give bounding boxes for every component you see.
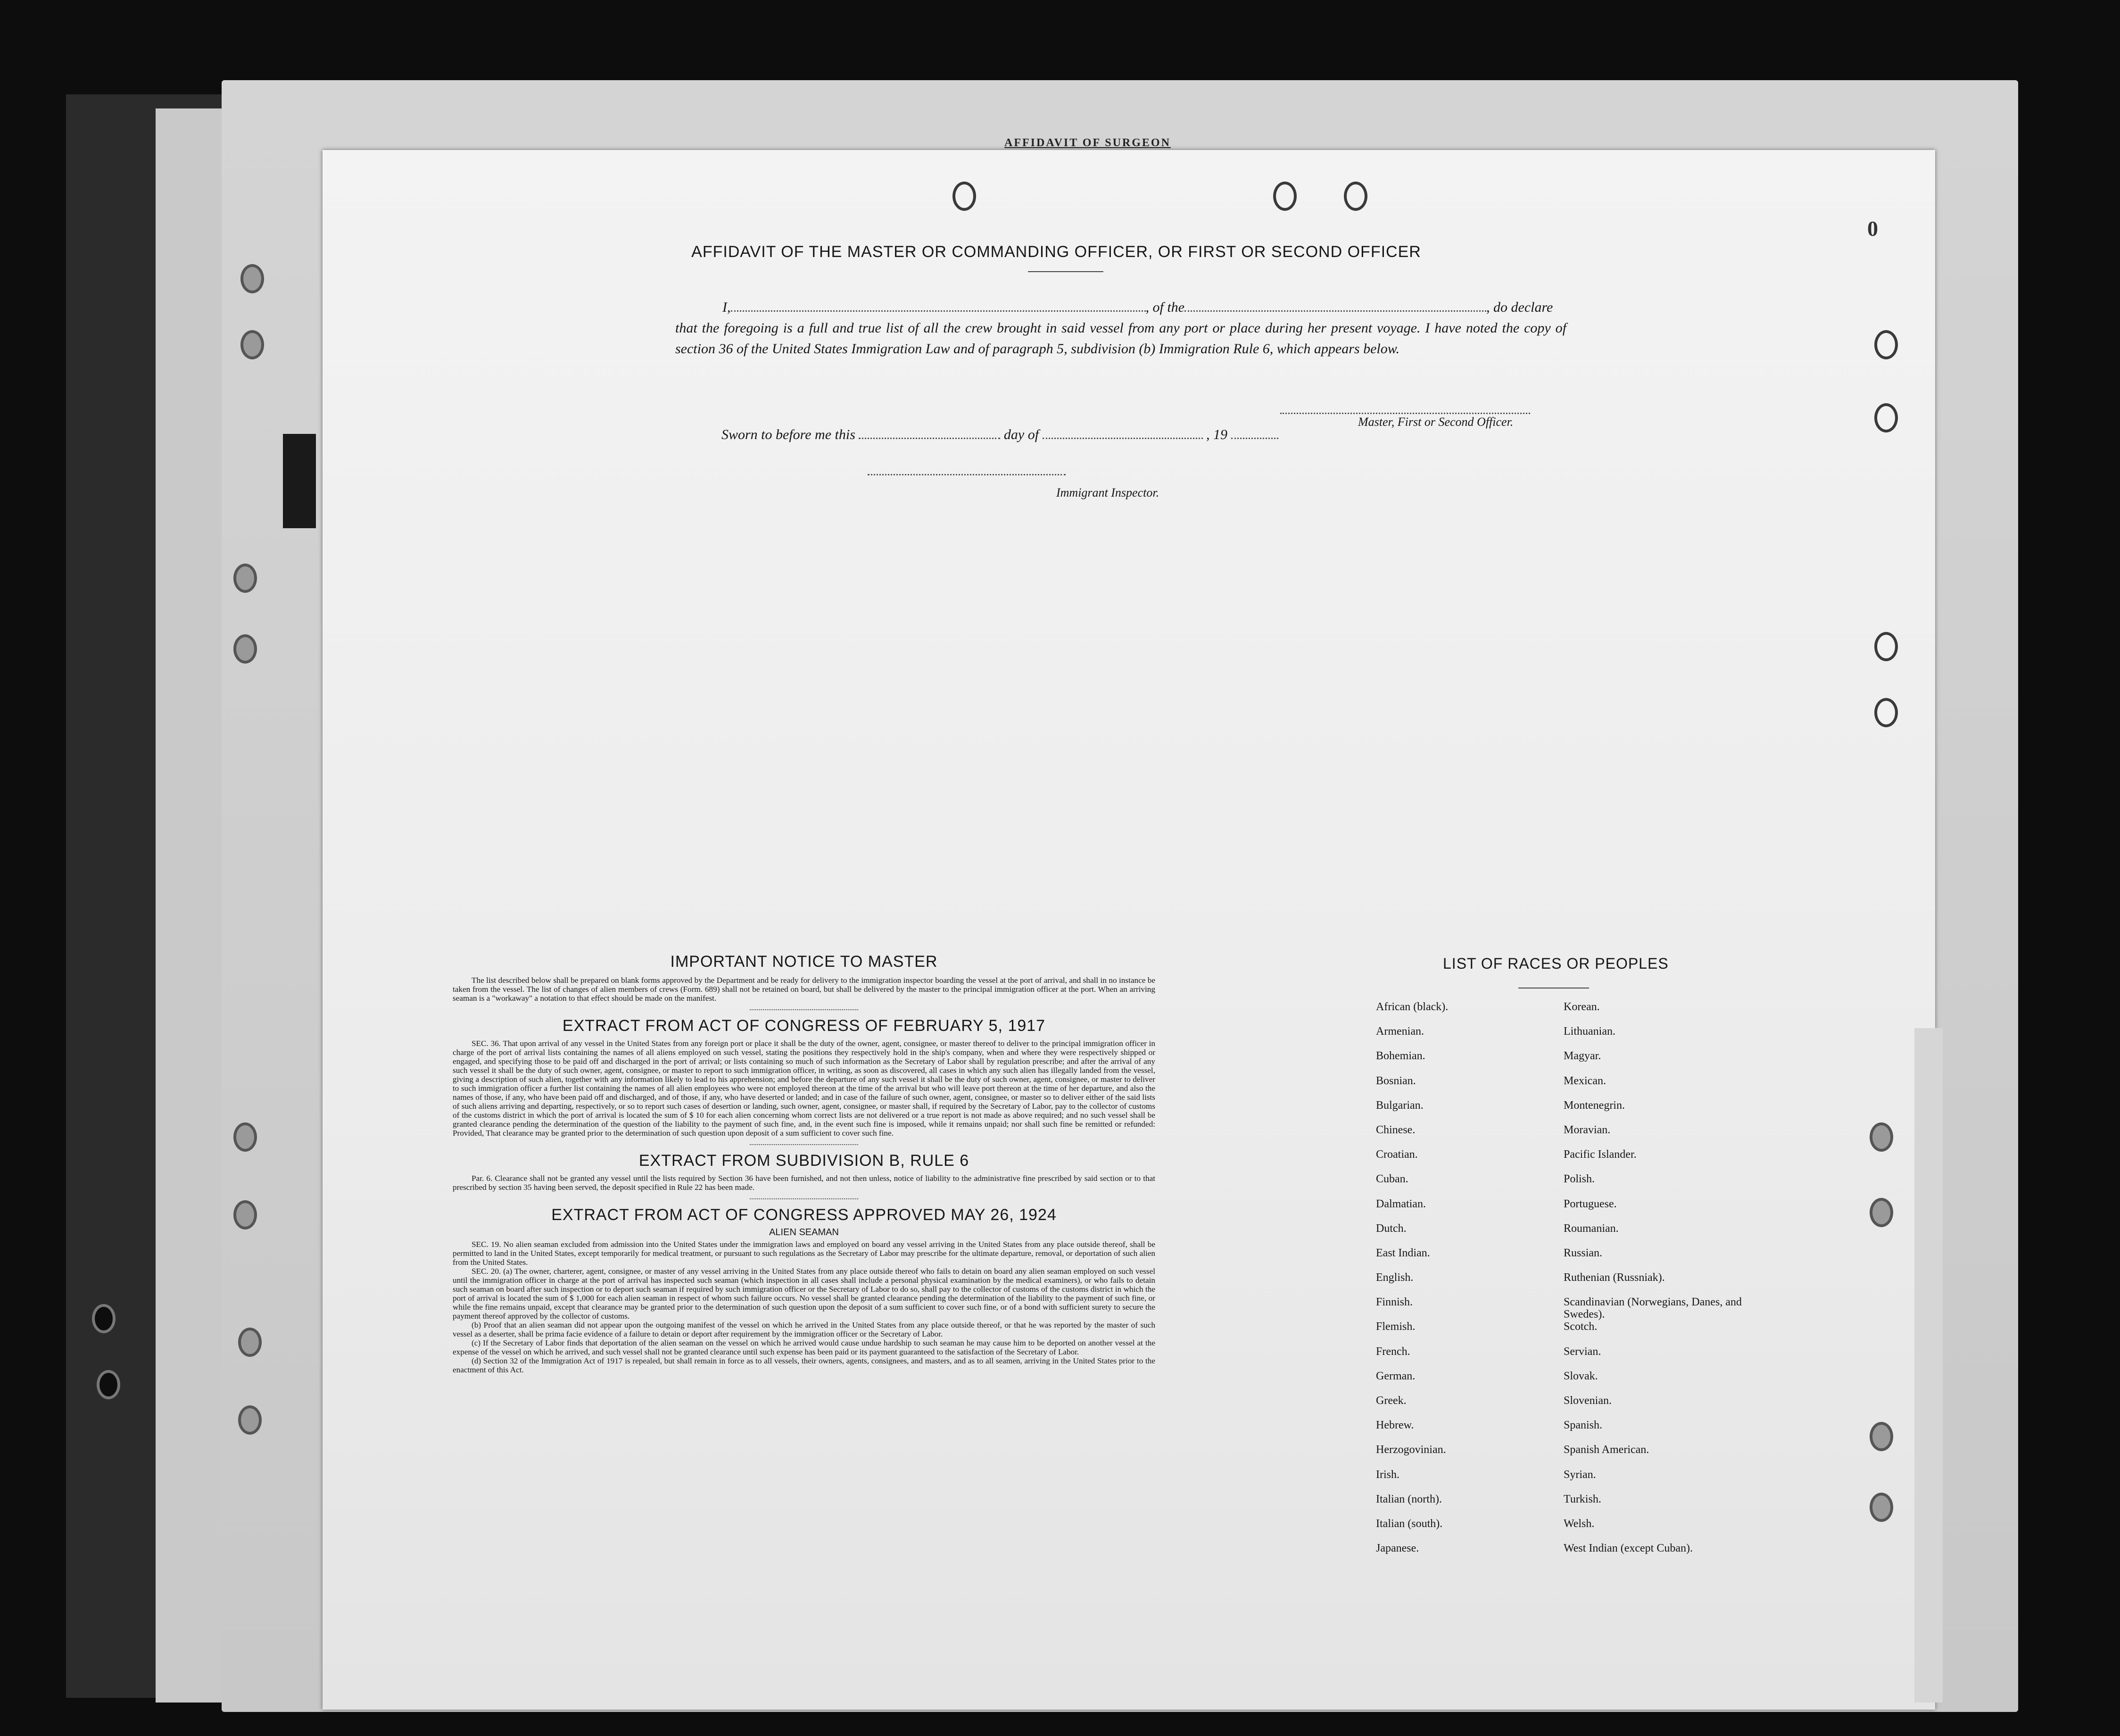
stamp-mark bbox=[283, 434, 316, 528]
race-item: Armenian. bbox=[1376, 1025, 1424, 1038]
extract-1924-paragraph: (d) Section 32 of the Immigration Act of 1917 is repealed, but shall remain in force as to all vessels, their owners, agents, consignees, and masters, and as to all seamen, arriving in the United States prior to the enactment of this Act. bbox=[453, 1356, 1155, 1374]
punch-hole-icon bbox=[1874, 403, 1898, 432]
race-item: Herzogovinian. bbox=[1376, 1444, 1446, 1456]
race-item: Polish. bbox=[1564, 1173, 1595, 1186]
section-divider bbox=[750, 1198, 858, 1199]
punch-hole-icon bbox=[240, 330, 264, 359]
punch-hole-icon bbox=[233, 564, 257, 593]
sworn-day-of: day of bbox=[1003, 427, 1039, 442]
declaration-body: that the foregoing is a full and true list of all the crew brought in said vessel from any port or place during her present voyage. I have noted the copy of section 36 of the United States Immigration Law and of paragraph 5, subdivision (b) Immigration Rule 6, which appears below. bbox=[675, 320, 1566, 357]
race-item: Flemish. bbox=[1376, 1321, 1416, 1333]
race-item: Dutch. bbox=[1376, 1222, 1407, 1235]
race-item: German. bbox=[1376, 1370, 1416, 1382]
punch-hole-icon bbox=[97, 1370, 120, 1399]
extract-1917-text: SEC. 36. That upon arrival of any vessel in the United States from any foreign port or place it shall be the duty of the owner, agent, consignee, or master thereof to deliver to the principal immigration officer in charge of the port of arrival lists containing the names of all aliens employed on such vessel, stating the positions they respectively hold in the ship's company, when and where they were respectively shipped or engaged, and specifying those to be paid off and discharged in the port of arrival; or lists containing so much of such information as the Secretary of Labor shall by regulation prescribe; and after the arrival of any such vessel it shall be the duty of such owner, agent, consignee, or master to report to such immigration officer, in writing, as soon as discovered, all cases in which any such alien has illegally landed from the vessel, giving a description of such alien, together with any information likely to lead to his apprehension; and before the departure of any such vessel it shall be the duty of such owner, agent, consignee, or master to deliver to such immigration officer a further list containing the names of all alien employees who were not employed thereon at the time of the arrival but who will leave port thereon at the time of her departure, and also the names of those, if any, who have been paid off and discharged, and of those, if any, who have deserted or landed; and in case of the failure of such owner, agent, consignee, or master so to deliver either of the said lists of such aliens arriving and departing, respectively, or so to report such cases of desertion or landing, such owner, agent, consignee, or master shall, if required by the Secretary of Labor, pay to the collector of customs of the customs district in which the port of arrival is located the sum of $ 10 for each alien concerning whom correct lists are not delivered or a true report is not made as above required; and no such vessel shall be granted clearance pending the determination of the question of the liability to the payment of such fine, and, in the event such fine is imposed, while it remains unpaid; nor shall such fine be remitted or refunded: Provided, That clearance may be granted prior to the determination of such question upon deposit of a sum sufficient to cover such fine. bbox=[453, 1039, 1155, 1138]
races-left-column bbox=[1376, 1001, 1448, 1567]
race-item: Bulgarian. bbox=[1376, 1099, 1424, 1112]
race-item: Montenegrin. bbox=[1564, 1099, 1625, 1112]
extract-1924-paragraph: SEC. 20. (a) The owner, charterer, agent, consignee, or master of any vessel arriving in the United States from any place outside thereof who fails to detain on board any alien seaman employed on such vessel until the immigration officer in charge at the port of arrival has inspected such seaman (which inspection in all cases shall include a personal physical examination by the medical examiners), or who fails to detain such seaman on board after such inspection or to deport such seaman if required by such immigration officer or the Secretary of Labor to do so, shall pay to the collector of customs of the customs district in which the port of arrival is located the sum of $ 1,000 for each alien seaman in respect of whom such failure occurs. No vessel shall be granted clearance pending the determination of the liability to the payment of such fine, or while the fine remains unpaid, except that clearance may be granted prior to the determination of such question upon the deposit of a sum sufficient to cover such fine, or of a bond with sufficient surety to secure the payment thereof approved by the collector of customs. bbox=[453, 1267, 1155, 1321]
affidavit-text bbox=[675, 297, 1566, 359]
day-blank[interactable] bbox=[859, 438, 1000, 439]
race-item: East Indian. bbox=[1376, 1246, 1430, 1259]
inspector-caption: Immigrant Inspector. bbox=[1056, 486, 1159, 499]
inspector-signature-line[interactable] bbox=[868, 474, 1066, 475]
race-item: Irish. bbox=[1376, 1468, 1400, 1481]
punch-hole-icon bbox=[1870, 1493, 1893, 1522]
race-item: English. bbox=[1376, 1271, 1414, 1284]
month-blank[interactable] bbox=[1043, 438, 1203, 439]
punch-hole-icon bbox=[238, 1405, 262, 1435]
race-item: Italian (north). bbox=[1376, 1493, 1442, 1505]
race-item: Spanish. bbox=[1564, 1419, 1603, 1432]
declaration-lead: I, bbox=[722, 299, 731, 315]
race-item: Portuguese. bbox=[1564, 1197, 1617, 1210]
page-fold bbox=[1914, 1028, 1943, 1703]
declaration-of: , of the bbox=[1145, 299, 1184, 315]
extract-rule6-text: Par. 6. Clearance shall not be granted any vessel until the lists required by Section 36 have been furnished, and not then unless, notice of liability to the administrative fine prescribed by said section or to that prescribed by section 35 having been served, the deposit specified in Rule 22 has been made. bbox=[453, 1174, 1155, 1192]
punch-hole-icon bbox=[952, 182, 976, 211]
race-item: Welsh. bbox=[1564, 1517, 1595, 1530]
punch-hole-icon bbox=[1870, 1198, 1893, 1227]
extract-1924-subtitle: ALIEN SEAMAN bbox=[769, 1227, 839, 1238]
race-item: Korean. bbox=[1564, 1001, 1600, 1013]
extract-1917-title: EXTRACT FROM ACT OF CONGRESS OF FEBRUARY 5, 1917 bbox=[562, 1017, 1046, 1035]
race-item: Slovak. bbox=[1564, 1370, 1598, 1382]
punch-hole-icon bbox=[233, 1122, 257, 1152]
race-item: Cuban. bbox=[1376, 1173, 1408, 1186]
race-item: Pacific Islander. bbox=[1564, 1148, 1637, 1161]
race-item: Dalmatian. bbox=[1376, 1197, 1426, 1210]
sworn-lead: Sworn to before me this bbox=[721, 427, 855, 442]
title-rule bbox=[1028, 271, 1103, 272]
race-item: Mexican. bbox=[1564, 1074, 1606, 1087]
section-divider bbox=[750, 1009, 858, 1010]
top-label: AFFIDAVIT OF SURGEON bbox=[1004, 137, 1171, 149]
race-item: Greek. bbox=[1376, 1395, 1407, 1407]
race-item: French. bbox=[1376, 1345, 1410, 1358]
race-item: Russian. bbox=[1564, 1246, 1603, 1259]
race-item: Turkish. bbox=[1564, 1493, 1601, 1505]
punch-hole-icon bbox=[1870, 1122, 1893, 1152]
races-title: LIST OF RACES OR PEOPLES bbox=[1443, 955, 1669, 972]
signature-caption: Master, First or Second Officer. bbox=[1358, 415, 1514, 429]
year-blank[interactable] bbox=[1231, 438, 1278, 439]
race-item: Spanish American. bbox=[1564, 1444, 1649, 1456]
race-item: Japanese. bbox=[1376, 1542, 1419, 1555]
vessel-blank[interactable] bbox=[1184, 310, 1486, 312]
race-item: Croatian. bbox=[1376, 1148, 1418, 1161]
punch-hole-icon bbox=[1874, 330, 1898, 359]
race-item: Servian. bbox=[1564, 1345, 1601, 1358]
race-item: African (black). bbox=[1376, 1001, 1449, 1013]
extract-1924-title: EXTRACT FROM ACT OF CONGRESS APPROVED MAY 26, 1924 bbox=[551, 1206, 1057, 1224]
affidavit-title: AFFIDAVIT OF THE MASTER OR COMMANDING OFFICER, OR FIRST OR SECOND OFFICER bbox=[691, 243, 1421, 261]
notice-text: The list described below shall be prepared on blank forms approved by the Department and be ready for delivery to the immigration inspector boarding the vessel at the port of arrival, and shall in no instance be taken from the vessel. The list of changes of alien members of crews (Form. 689) shall not be retained on board, but shall be delivered by the master to the principal immigration officer at the port. When an arriving seaman is a "workaway" a notation to that effect should be made on the manifest. bbox=[453, 976, 1155, 1003]
race-item: Italian (south). bbox=[1376, 1517, 1443, 1530]
race-item: Syrian. bbox=[1564, 1468, 1596, 1481]
race-item: West Indian (except Cuban). bbox=[1564, 1542, 1693, 1555]
race-item: Bosnian. bbox=[1376, 1074, 1416, 1087]
race-item: Moravian. bbox=[1564, 1123, 1611, 1136]
race-item: Roumanian. bbox=[1564, 1222, 1619, 1235]
page-number: 0 bbox=[1867, 216, 1878, 241]
punch-hole-icon bbox=[1344, 182, 1367, 211]
punch-hole-icon bbox=[1874, 632, 1898, 661]
race-item: Scotch. bbox=[1564, 1321, 1598, 1333]
notice-title: IMPORTANT NOTICE TO MASTER bbox=[670, 953, 938, 971]
punch-hole-icon bbox=[238, 1328, 262, 1357]
punch-hole-icon bbox=[233, 1200, 257, 1229]
race-item: Finnish. bbox=[1376, 1296, 1413, 1309]
underlying-sheet-edge bbox=[156, 108, 222, 1703]
race-item: Hebrew. bbox=[1376, 1419, 1414, 1432]
race-item: Ruthenian (Russniak). bbox=[1564, 1271, 1665, 1284]
punch-hole-icon bbox=[1273, 182, 1297, 211]
extract-1924-paragraph: SEC. 19. No alien seaman excluded from admission into the United States under the immigration laws and employed on board any vessel arriving in the United States from any place outside thereof, shall be permitted to land in the United States, except temporarily for medical treatment, or pursuant to such regulations as the Secretary of Labor may prescribe for the ultimate departure, removal, or deportation of such alien from the United States. bbox=[453, 1240, 1155, 1267]
name-blank[interactable] bbox=[731, 310, 1146, 312]
punch-hole-icon bbox=[92, 1304, 116, 1333]
race-item: Bohemian. bbox=[1376, 1050, 1425, 1063]
sworn-statement bbox=[721, 427, 1278, 443]
races-right-column bbox=[1564, 1001, 1743, 1567]
extract-1924-paragraph: (b) Proof that an alien seaman did not appear upon the outgoing manifest of the vessel on which he arrived in the United States from any place outside thereof, or that he was reported by the master of such vessel as a deserter, shall be prima facie evidence of a failure to detain or deport after requirement by the immigration officer or the Secretary of Labor. bbox=[453, 1321, 1155, 1338]
legal-extracts bbox=[453, 953, 1155, 1374]
punch-hole-icon bbox=[240, 264, 264, 293]
race-item: Slovenian. bbox=[1564, 1395, 1612, 1407]
section-divider bbox=[750, 1144, 858, 1145]
punch-hole-icon bbox=[233, 634, 257, 664]
race-item: Chinese. bbox=[1376, 1123, 1416, 1136]
signature-line[interactable] bbox=[1280, 413, 1530, 414]
race-item: Scandinavian (Norwegians, Danes, and Swedes). bbox=[1564, 1296, 1742, 1321]
race-item: Lithuanian. bbox=[1564, 1025, 1615, 1038]
sworn-year: , 19 bbox=[1206, 427, 1228, 442]
punch-hole-icon bbox=[1874, 698, 1898, 727]
declaration-tail: , do declare bbox=[1486, 299, 1553, 315]
race-item: Magyar. bbox=[1564, 1050, 1601, 1063]
extract-rule6-title: EXTRACT FROM SUBDIVISION B, RULE 6 bbox=[638, 1152, 969, 1170]
extract-1924-paragraph: (c) If the Secretary of Labor finds that deportation of the alien seaman on the vessel on which he arrived would cause undue hardship to such seaman he may cause him to be deported on another vessel at the expense of the vessel on which he arrived, and such vessel shall not be granted clearance until such expense has been paid or its payment guaranteed to the satisfaction of the Secretary of Labor. bbox=[453, 1338, 1155, 1356]
punch-hole-icon bbox=[1870, 1422, 1893, 1451]
